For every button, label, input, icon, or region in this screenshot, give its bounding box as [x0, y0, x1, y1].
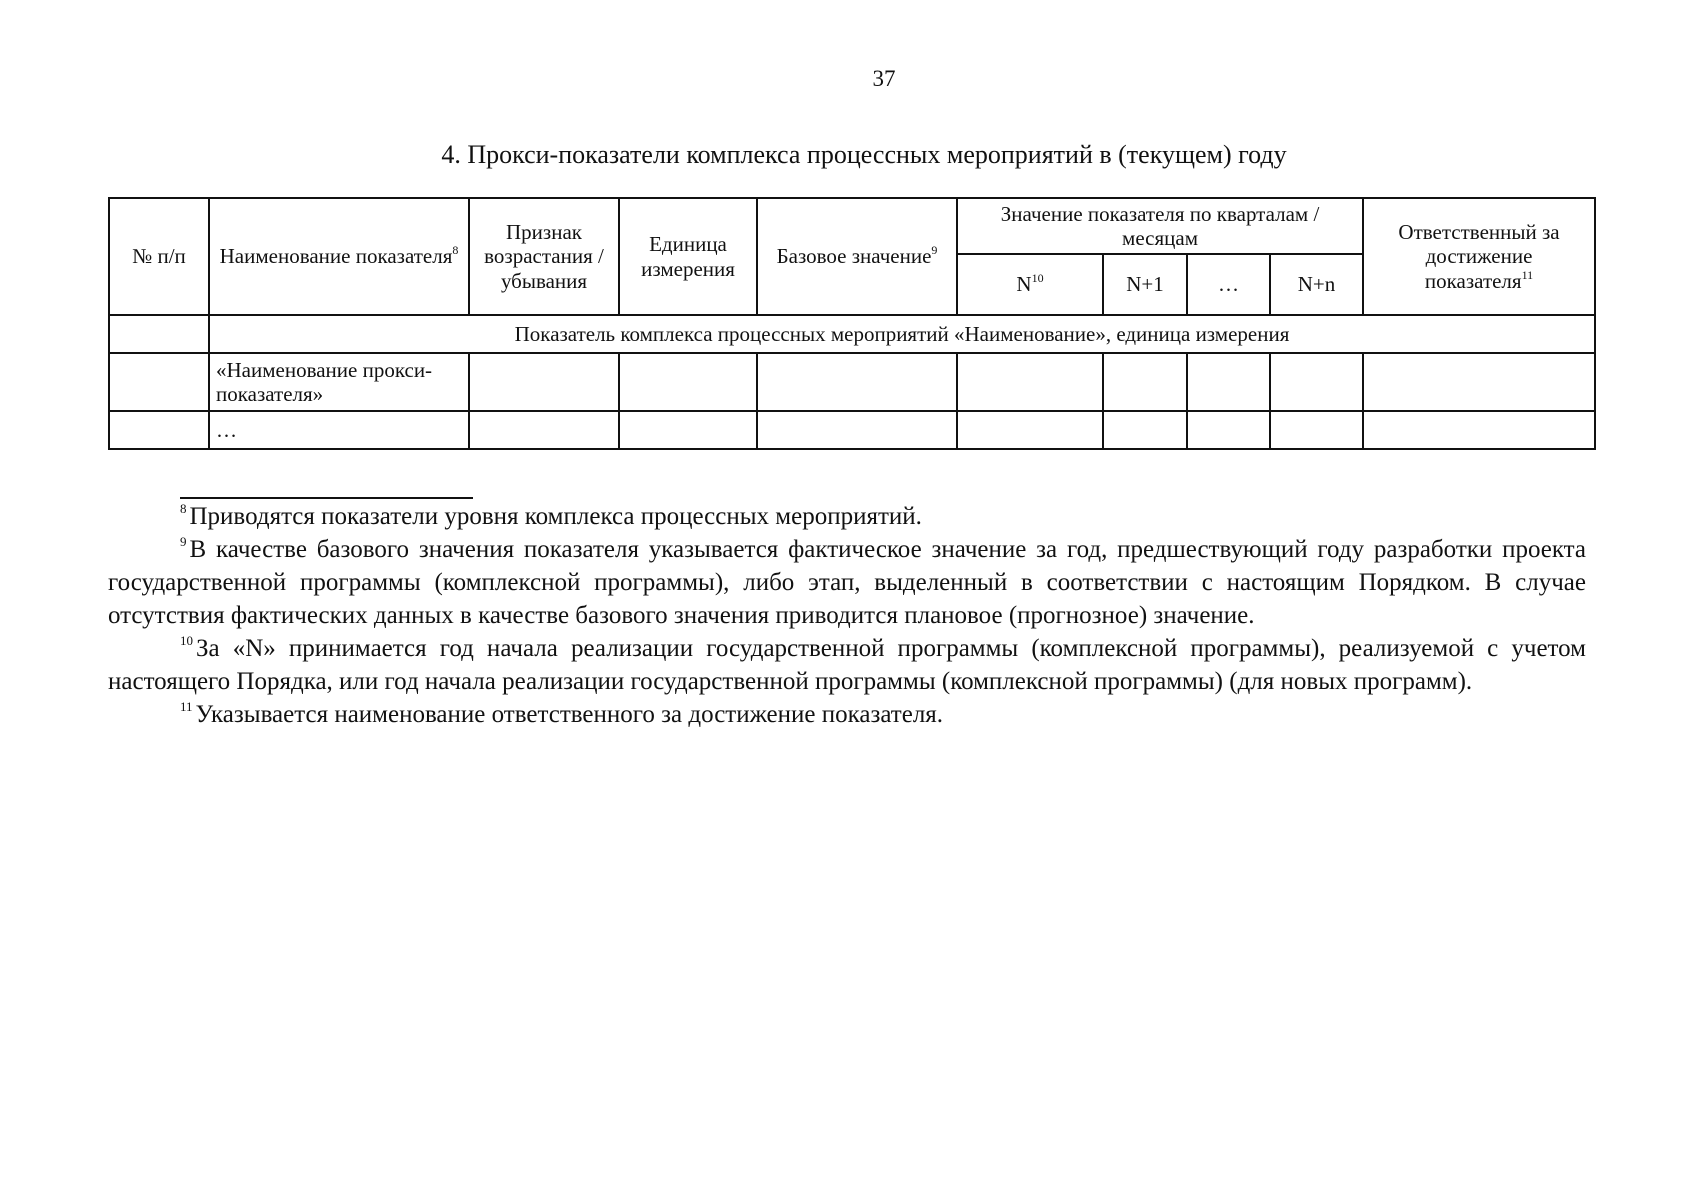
table-cell	[1270, 411, 1363, 449]
page-number: 37	[872, 66, 896, 91]
table-cell	[109, 353, 209, 411]
table-cell	[757, 353, 957, 411]
footnote-text: За «N» принимается год начала реализации государственной программы (комплексной программы), реализуемой с учетом настоящего Порядка, или год начала реализации государственной программы (комплексной программы) (для новых программ).	[108, 635, 1586, 695]
table-cell	[109, 411, 209, 449]
footnote-text: Приводятся показатели уровня комплекса процессных мероприятий.	[189, 503, 922, 530]
table-cell	[1103, 411, 1187, 449]
table-cell	[1187, 353, 1270, 411]
footnote-11	[108, 698, 1586, 731]
footnote-8	[108, 500, 1586, 533]
header-period-n: $N^{10}$	[957, 254, 1103, 315]
table-row	[109, 411, 1595, 449]
section-title: 4. Прокси-показатели комплекса процессных мероприятий в (текущем) году	[441, 140, 1287, 169]
footnote-mark: 8	[180, 501, 187, 516]
table-cell	[1363, 411, 1595, 449]
header-period-dots: …	[1187, 254, 1270, 315]
header-base: Базовое значение$^9$	[757, 198, 957, 315]
table-cell	[1103, 353, 1187, 411]
proxy-indicators-table	[108, 197, 1596, 450]
row-indicator-name: …	[209, 411, 469, 449]
table-cell	[957, 411, 1103, 449]
group-row-label: Показатель комплекса процессных мероприятий «Наименование», единица измерения	[209, 315, 1595, 353]
header-period-n-plus-1: N+1	[1103, 254, 1187, 315]
footnote-mark: 11	[180, 699, 193, 714]
header-unit: Единица измерения	[619, 198, 757, 315]
table-cell	[619, 353, 757, 411]
footnote-divider	[180, 497, 473, 499]
table-cell	[469, 411, 619, 449]
table-cell	[1363, 353, 1595, 411]
table-cell	[957, 353, 1103, 411]
header-period-n-plus-n: N+n	[1270, 254, 1363, 315]
table-cell	[109, 315, 209, 353]
header-trend: Признак возрастания / убывания	[469, 198, 619, 315]
table-cell	[757, 411, 957, 449]
table-row	[109, 353, 1595, 411]
footnote-mark: 9	[180, 534, 187, 549]
group-row	[109, 315, 1595, 353]
header-name: Наименование показателя$^8$	[209, 198, 469, 315]
footnote-text: Указывается наименование ответственного за достижение показателя.	[195, 701, 944, 728]
footnotes	[108, 500, 1586, 731]
footnote-9	[108, 533, 1586, 632]
footnote-10	[108, 632, 1586, 698]
table-cell	[1270, 353, 1363, 411]
footnote-text: В качестве базового значения показателя указывается фактическое значение за год, предшествующий году разработки проекта государственной программы (комплексной программы), либо этап, выделенный в соответствии с настоящим Порядком. В случае отсутствия фактических данных в качестве базового значения приводится плановое (прогнозное) значение.	[108, 536, 1586, 629]
footnote-mark: 10	[180, 633, 193, 648]
table-cell	[1187, 411, 1270, 449]
header-quarters: Значение показателя по кварталам / месяцам	[957, 198, 1363, 254]
table-cell	[619, 411, 757, 449]
header-num: № п/п	[109, 198, 209, 315]
table-cell	[469, 353, 619, 411]
header-responsible: Ответственный за достижение показателя$^{11}$	[1363, 198, 1595, 315]
row-indicator-name: «Наименование прокси-показателя»	[209, 353, 469, 411]
